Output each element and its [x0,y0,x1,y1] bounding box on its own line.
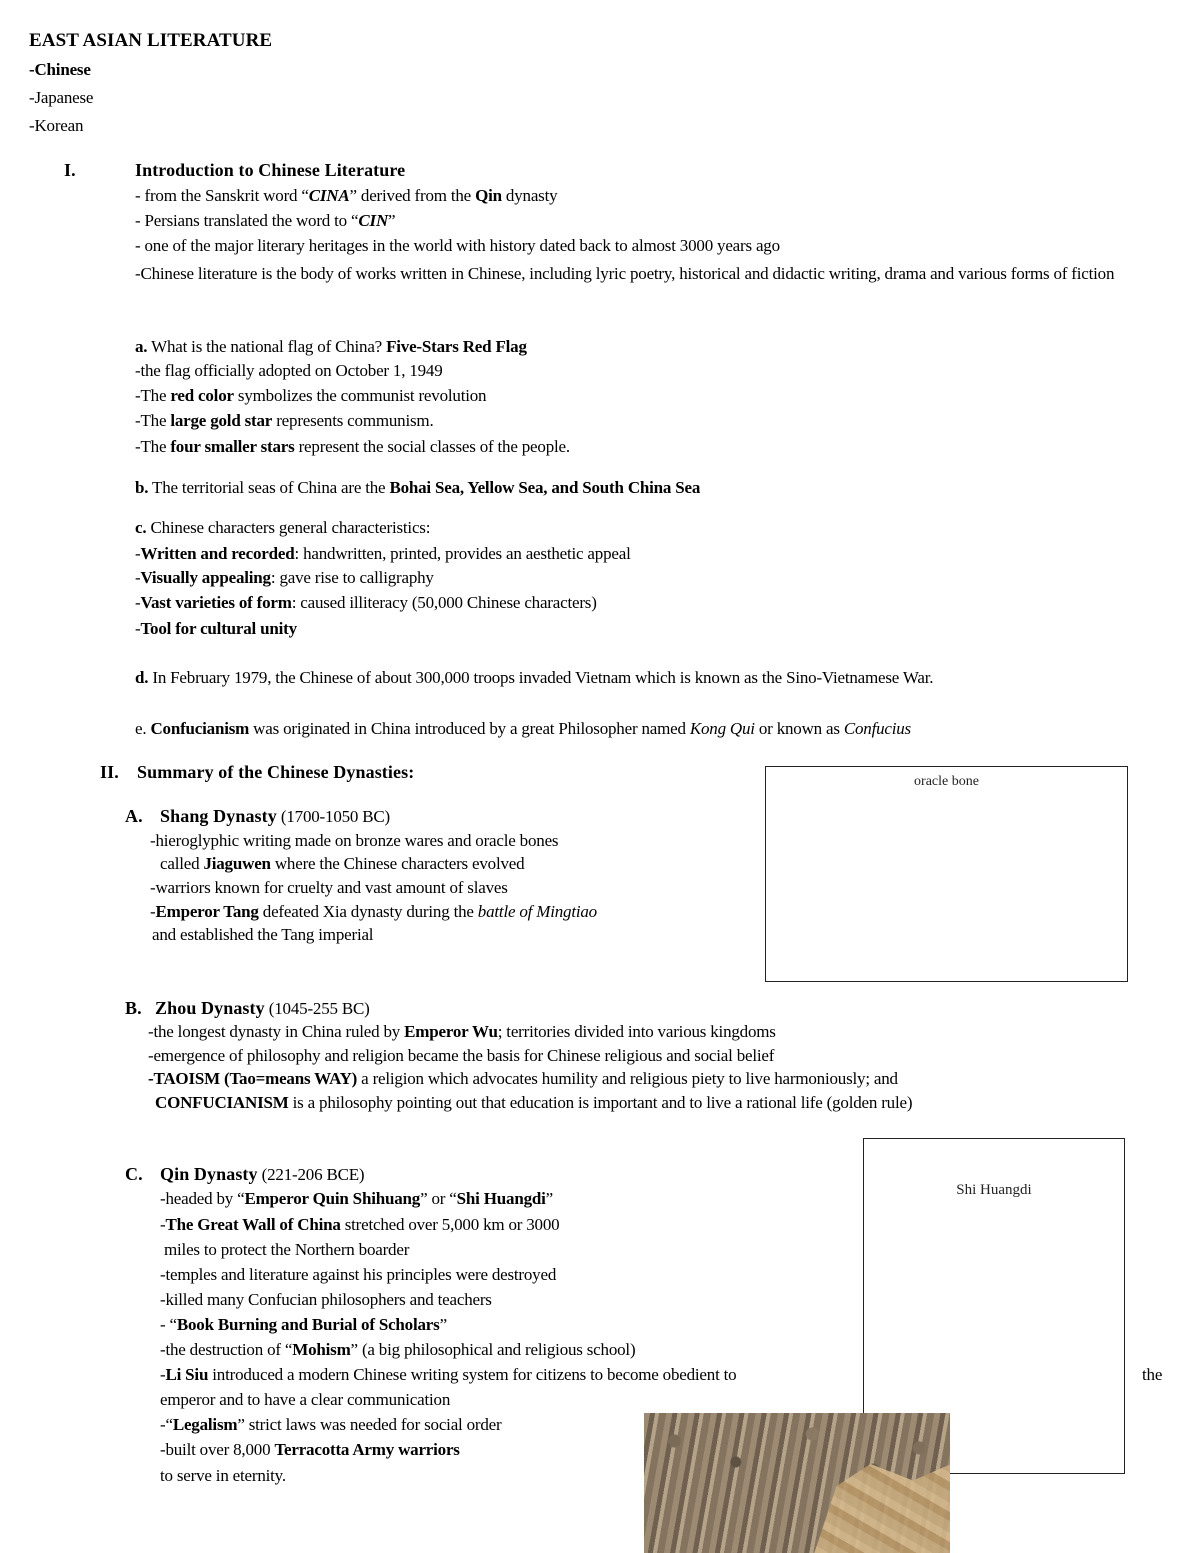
section-1-title: Introduction to Chinese Literature [135,160,406,180]
dynasty-c-line: to serve in eternity. [160,1466,286,1485]
dynasty-c-line: miles to protect the Northern boarder [164,1240,410,1259]
item-d: d. In February 1979, the Chinese of about 300,000 troops invaded Vietnam which is known as the Sino-Vietnamese War. [135,668,934,687]
section-2-numeral: II. [100,762,119,782]
item-a-line: -The red color symbolizes the communist revolution [135,386,487,405]
section-1-line: - Persians translated the word to “CIN” [135,211,396,230]
item-c-line: -Visually appealing: gave rise to calligraphy [135,568,434,587]
item-e: e. Confucianism was originated in China introduced by a great Philosopher named Kong Qui or known as Confucius [135,719,911,738]
list-item-japanese: -Japanese [29,88,94,107]
dynasty-c-line: -killed many Confucian philosophers and teachers [160,1290,492,1309]
item-c-line: -Tool for cultural unity [135,619,297,638]
dynasty-b-heading: Zhou Dynasty (1045-255 BC) [155,998,370,1018]
dynasty-b-line: CONFUCIANISM is a philosophy pointing out that education is important and to live a rational life (golden rule) [155,1093,913,1112]
dynasty-a-line: -hieroglyphic writing made on bronze wares and oracle bones [150,831,559,850]
item-c-line: -Vast varieties of form: caused illiteracy (50,000 Chinese characters) [135,593,597,612]
dynasty-c-line: -Li Siu introduced a modern Chinese writing system for citizens to become obedient to [160,1365,737,1384]
item-c-heading: c. Chinese characters general characteristics: [135,518,431,537]
item-a-line: -the flag officially adopted on October 1, 1949 [135,361,443,380]
section-1-paragraph: -Chinese literature is the body of works written in Chinese, including lyric poetry, historical and didactic writing, drama and various forms of fiction [135,264,1115,283]
oracle-bone-image [765,766,1128,982]
dynasty-c-line: emperor and to have a clear communication [160,1390,451,1409]
document-title: EAST ASIAN LITERATURE [29,30,273,51]
dynasty-c-line: -built over 8,000 Terracotta Army warriors [160,1440,460,1459]
dynasty-b-label: B. [125,998,142,1018]
dynasty-a-line: called Jiaguwen where the Chinese characters evolved [160,854,525,873]
item-a-line: -The four smaller stars represent the social classes of the people. [135,437,570,456]
dynasty-c-line-end: the [1142,1365,1163,1384]
dynasty-c-line: - “Book Burning and Burial of Scholars” [160,1315,447,1334]
dynasty-a-heading: Shang Dynasty (1700-1050 BC) [160,806,391,826]
section-2-title: Summary of the Chinese Dynasties: [137,762,415,782]
dynasty-c-label: C. [125,1164,143,1184]
dynasty-c-line: -“Legalism” strict laws was needed for social order [160,1415,502,1434]
dynasty-b-line: -TAOISM (Tao=means WAY) a religion which advocates humility and religious piety to live harmoniously; and [148,1069,898,1088]
dynasty-b-line: -emergence of philosophy and religion became the basis for Chinese religious and social belief [148,1046,775,1065]
item-c-line: -Written and recorded: handwritten, printed, provides an aesthetic appeal [135,544,631,563]
section-1-numeral: I. [64,160,76,180]
dynasty-c-line: -temples and literature against his principles were destroyed [160,1265,557,1284]
image-caption: Shi Huangdi [956,1182,1032,1198]
dynasty-c-line: -headed by “Emperor Quin Shihuang” or “Shi Huangdi” [160,1189,554,1208]
dynasty-a-label: A. [125,806,143,826]
list-item-korean: -Korean [29,116,84,135]
item-b: b. The territorial seas of China are the Bohai Sea, Yellow Sea, and South China Sea [135,478,701,497]
section-1-line: - from the Sanskrit word “CINA” derived from the Qin dynasty [135,186,558,205]
list-item-chinese: -Chinese [29,60,91,79]
image-caption: oracle bone [914,774,979,789]
dynasty-a-line: and established the Tang imperial [152,925,374,944]
dynasty-c-line: -The Great Wall of China stretched over 5,000 km or 3000 [160,1215,560,1234]
dynasty-b-line: -the longest dynasty in China ruled by Emperor Wu; territories divided into various kingdoms [148,1022,776,1041]
dynasty-c-line: -the destruction of “Mohism” (a big philosophical and religious school) [160,1340,636,1359]
item-a-line: -The large gold star represents communism. [135,411,434,430]
dynasty-a-line: -Emperor Tang defeated Xia dynasty during the battle of Mingtiao [150,902,597,921]
dynasty-a-line: -warriors known for cruelty and vast amount of slaves [150,878,508,897]
terracotta-army-photo [644,1413,950,1553]
dynasty-c-heading: Qin Dynasty (221-206 BCE) [160,1164,365,1184]
item-a-question: a. What is the national flag of China? Five-Stars Red Flag [135,337,527,356]
section-1-line: - one of the major literary heritages in the world with history dated back to almost 3000 years ago [135,236,780,255]
